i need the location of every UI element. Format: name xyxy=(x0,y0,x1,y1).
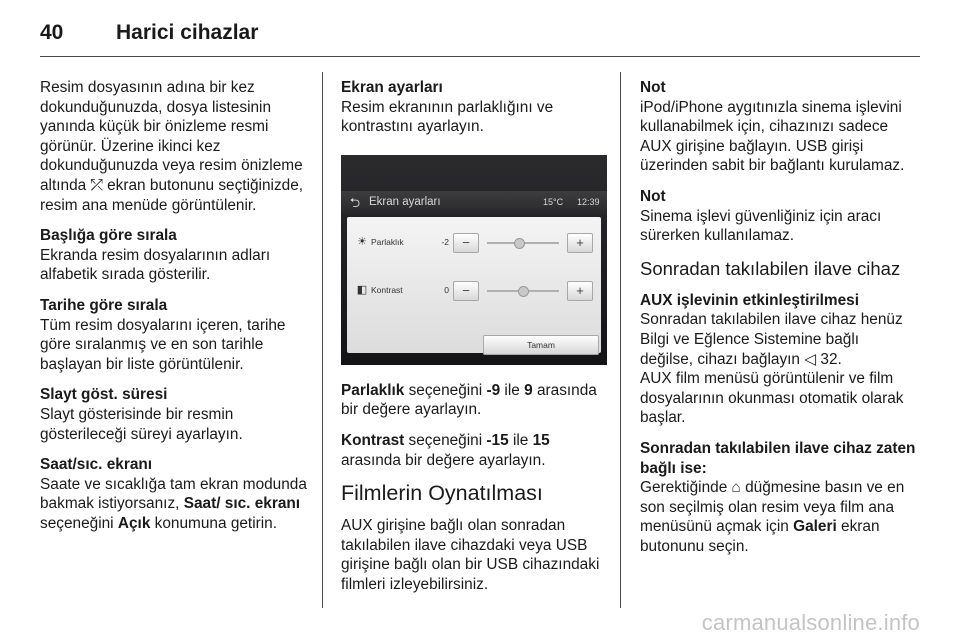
contrast-slider xyxy=(487,290,559,292)
screen-panel xyxy=(347,217,601,353)
column-middle xyxy=(341,78,607,606)
screen-title-bar xyxy=(341,191,607,215)
contrast-icon: ◧ xyxy=(356,283,368,296)
brightness-slider xyxy=(487,242,559,244)
screen-title: Ekran ayarları xyxy=(369,195,441,208)
section-heading: Ekran ayarları xyxy=(341,79,443,96)
picture-icon: ⤱ xyxy=(90,176,103,194)
section-sort-by-title: Başlığa göre sırala Ekranda resim dosyalarının adları alfabetik sırada gösterilir. xyxy=(40,226,308,285)
note-heading: Not xyxy=(640,187,666,205)
section-heading: Slayt göst. süresi xyxy=(40,386,168,404)
brightness-instruction: Parlaklık seçeneğini -9 ile 9 arasında bir değere ayarlayın. xyxy=(341,381,597,419)
contrast-label: Kontrast xyxy=(371,284,403,295)
brightness-value: -2 xyxy=(441,236,449,247)
paragraph: AUX girişine bağlı olan sonradan takılabilen ilave cihazdaki veya USB girişine bağlı olan bir USB cihazındaki filmleri izleyebilirsiniz. xyxy=(341,517,600,593)
section-heading: Başlığa göre sırala xyxy=(40,227,177,245)
brightness-label: Parlaklık xyxy=(371,236,404,247)
header-rule xyxy=(40,56,920,57)
section-heading: Saat/sıc. ekranı xyxy=(40,456,153,474)
section-clock-screen: Saat/sıc. ekranı Saate ve sıcaklığa tam ekran modunda bakmak istiyorsanız, Saat/ sıc. ekranı seçeneğini Açık konumuna getirin. xyxy=(40,456,307,532)
brightness-minus-button: − xyxy=(453,233,479,253)
page-reference-icon: ◁ xyxy=(804,350,817,368)
column-right xyxy=(640,78,916,567)
section-heading: AUX işlevinin etkinleştirilmesi xyxy=(640,291,859,309)
contrast-instruction: Kontrast seçeneğini -15 ile 15 arasında bir değere ayarlayın. xyxy=(341,431,550,469)
back-icon: ⮌ xyxy=(349,194,361,210)
section-aux-activation: AUX işlevinin etkinleştirilmesi Sonradan takılabilen ilave cihaz henüz Bilgi ve Eğlence Sistemine bağlı değilse, cihazı bağlayın ◁ 32. AUX film menüsü görüntülenir ve film dosyalarının okunması otomatik olarak başlar. xyxy=(640,291,916,428)
page-header xyxy=(40,16,258,50)
home-icon: ⌂ xyxy=(731,479,741,497)
section-display-settings: Ekran ayarları Resim ekranının parlaklığını ve kontrastını ayarlayın. xyxy=(341,78,607,137)
contrast-row xyxy=(353,279,593,303)
note-heading: Not xyxy=(640,79,666,96)
page-number: 40 xyxy=(40,21,64,44)
screen-time: 12:39 xyxy=(577,196,600,207)
section-slideshow-time: Slayt göst. süresi Slayt gösterisinde bir resmin gösterileceği süreyi ayarlayın. xyxy=(40,385,308,444)
column-left xyxy=(40,78,308,544)
display-settings-screenshot xyxy=(341,155,607,365)
ok-button: Tamam xyxy=(483,335,599,355)
section-sort-by-date: Tarihe göre sırala Tüm resim dosyalarını içeren, tarihe göre sıralanmış ve en son tarihle başlayan bir liste görüntülenir. xyxy=(40,296,308,374)
section-title-aux-device: Sonradan takılabilen ilave cihaz xyxy=(640,257,901,279)
section-heading: Tarihe göre sırala xyxy=(40,296,168,314)
watermark: carmanualsonline.info xyxy=(701,610,920,635)
section-heading: Sonradan takılabilen ilave cihaz zaten bağlı ise: xyxy=(640,439,916,477)
paragraph: Resim dosyasının adına bir kez dokunduğunuzda, dosya listesinin yanında küçük bir önizleme resmi görünür. Üzerine ikinci kez dokunduğunuzda veya resim önizleme altında ⤱ ekran butonunu seçtiğinizde, resim ana menüde görüntülenir. xyxy=(40,79,304,214)
column-divider xyxy=(620,72,621,608)
column-divider xyxy=(322,72,323,608)
slider-knob xyxy=(518,286,529,297)
contrast-value: 0 xyxy=(444,284,449,295)
slider-knob xyxy=(514,238,525,249)
contrast-minus-button: − xyxy=(453,281,479,301)
brightness-plus-button: + xyxy=(567,233,593,253)
section-title-movies: Filmlerin Oynatılması xyxy=(341,481,543,506)
sun-icon: ☀ xyxy=(357,235,367,248)
brightness-row xyxy=(353,231,593,255)
contrast-plus-button: + xyxy=(567,281,593,301)
note: Not Sinema işlevi güvenliğiniz için aracı sürerken kullanılamaz. xyxy=(640,187,916,246)
page-title: Harici cihazlar xyxy=(116,21,259,44)
section-aux-connected: Sonradan takılabilen ilave cihaz zaten bağlı ise: Gerektiğinde ⌂ düğmesine basın ve en son seçilmiş olan resim veya film ana menüsünü açmak için Galeri ekran butonunu seçin. xyxy=(640,439,916,555)
screen-temperature: 15°C xyxy=(543,196,564,207)
note: Not iPod/iPhone aygıtınızla sinema işlevini kullanabilmek için, cihazınızı sadece AUX girişine bağlayın. USB girişi üzerinden sabit bir bağlantı kurulamaz. xyxy=(640,78,916,176)
